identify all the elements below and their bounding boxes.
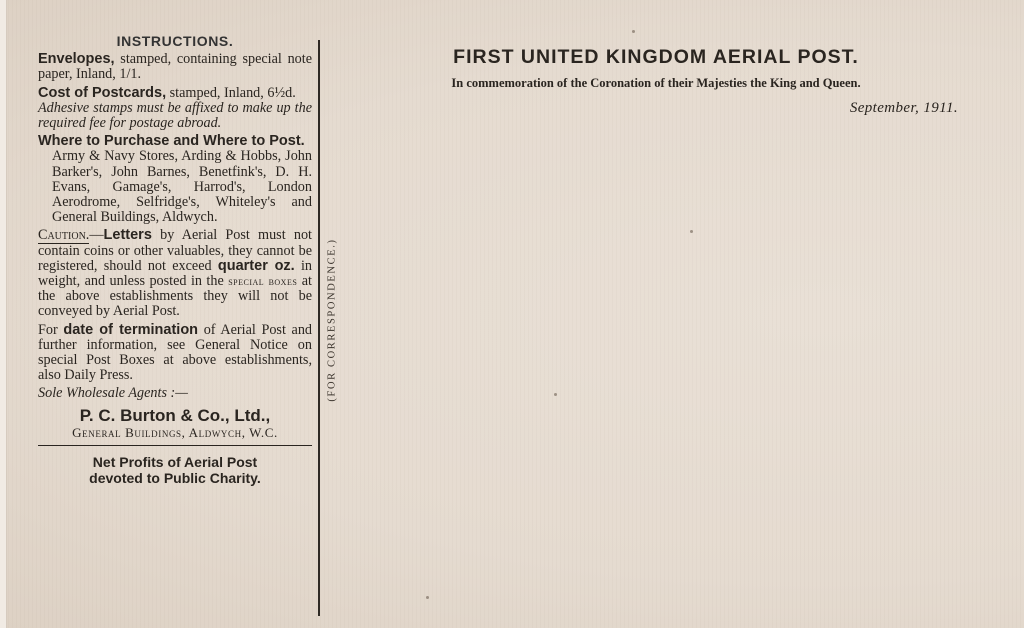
termination-section	[38, 323, 312, 384]
column-divider	[318, 40, 320, 616]
caution-text-1: by Aerial Post must not contain coins or other valuables, they cannot be registered, should not exceed	[38, 227, 312, 274]
paper-speck	[426, 596, 429, 599]
instructions-title: INSTRUCTIONS.	[116, 33, 234, 49]
agents-label: Sole Wholesale Agents :—	[38, 385, 188, 402]
profits-line-2: devoted to Public Charity.	[89, 469, 261, 486]
adhesive-note: Adhesive stamps must be affixed to make up the required fee for postage abroad.	[38, 99, 312, 132]
envelopes-section	[38, 52, 312, 82]
purchase-heading: Where to Purchase and Where to Post.	[38, 133, 305, 150]
profits-line-1: Net Profits of Aerial Post	[92, 453, 258, 470]
caution-bold-2: quarter oz.	[217, 257, 295, 274]
header-subtitle: In commemoration of the Coronation of their Majesties the King and Queen.	[451, 76, 861, 90]
profits-note	[38, 454, 312, 486]
header-date: September, 1911.	[849, 100, 958, 116]
caution-section	[38, 228, 312, 319]
caution-text-3: at the above establishments they will not be conveyed by Aerial Post.	[38, 273, 312, 320]
termination-pre: For	[38, 321, 58, 338]
termination-text: of Aerial Post and further information, see General Notice on special Post Boxes at above establishments, also Daily Press.	[38, 321, 313, 384]
caution-bold: Letters	[103, 227, 152, 244]
caution-dash: —	[89, 227, 104, 244]
paper-speck	[554, 393, 557, 396]
agent-address: General Buildings, Aldwych, W.C.	[38, 425, 312, 446]
instructions-column	[38, 34, 312, 486]
card-edge	[0, 0, 7, 628]
paper-speck	[632, 30, 635, 33]
special-boxes: special boxes	[228, 274, 298, 289]
postcards-label: Cost of Postcards,	[38, 84, 167, 101]
header-title: FIRST UNITED KINGDOM AERIAL POST.	[453, 46, 859, 68]
agent-name: P. C. Burton & Co., Ltd.,	[79, 405, 271, 425]
postcards-text: stamped, Inland, 6½d.	[169, 84, 296, 101]
envelopes-text: stamped, containing special note paper, Inland, 1/1.	[38, 51, 313, 83]
caution-word: Caution.	[38, 227, 90, 244]
correspondence-label: (FOR CORRESPONDENCE.)	[326, 238, 338, 402]
envelopes-label: Envelopes,	[38, 51, 115, 68]
purchase-text: Army & Navy Stores, Arding & Hobbs, John Barker's, John Barnes, Benetfink's, D. H. Evans, Gamage's, Harrod's, London Aerodrome, Selfridge's, Whiteley's and General Buildings, Aldwych.	[52, 148, 312, 226]
correspondence-label-wrap	[322, 200, 342, 440]
paper-speck	[690, 230, 693, 233]
termination-bold: date of termination	[63, 321, 199, 338]
purchase-section	[38, 134, 312, 225]
caution-text-2: in weight, and unless posted in the	[38, 257, 313, 290]
postcards-section	[38, 86, 312, 132]
